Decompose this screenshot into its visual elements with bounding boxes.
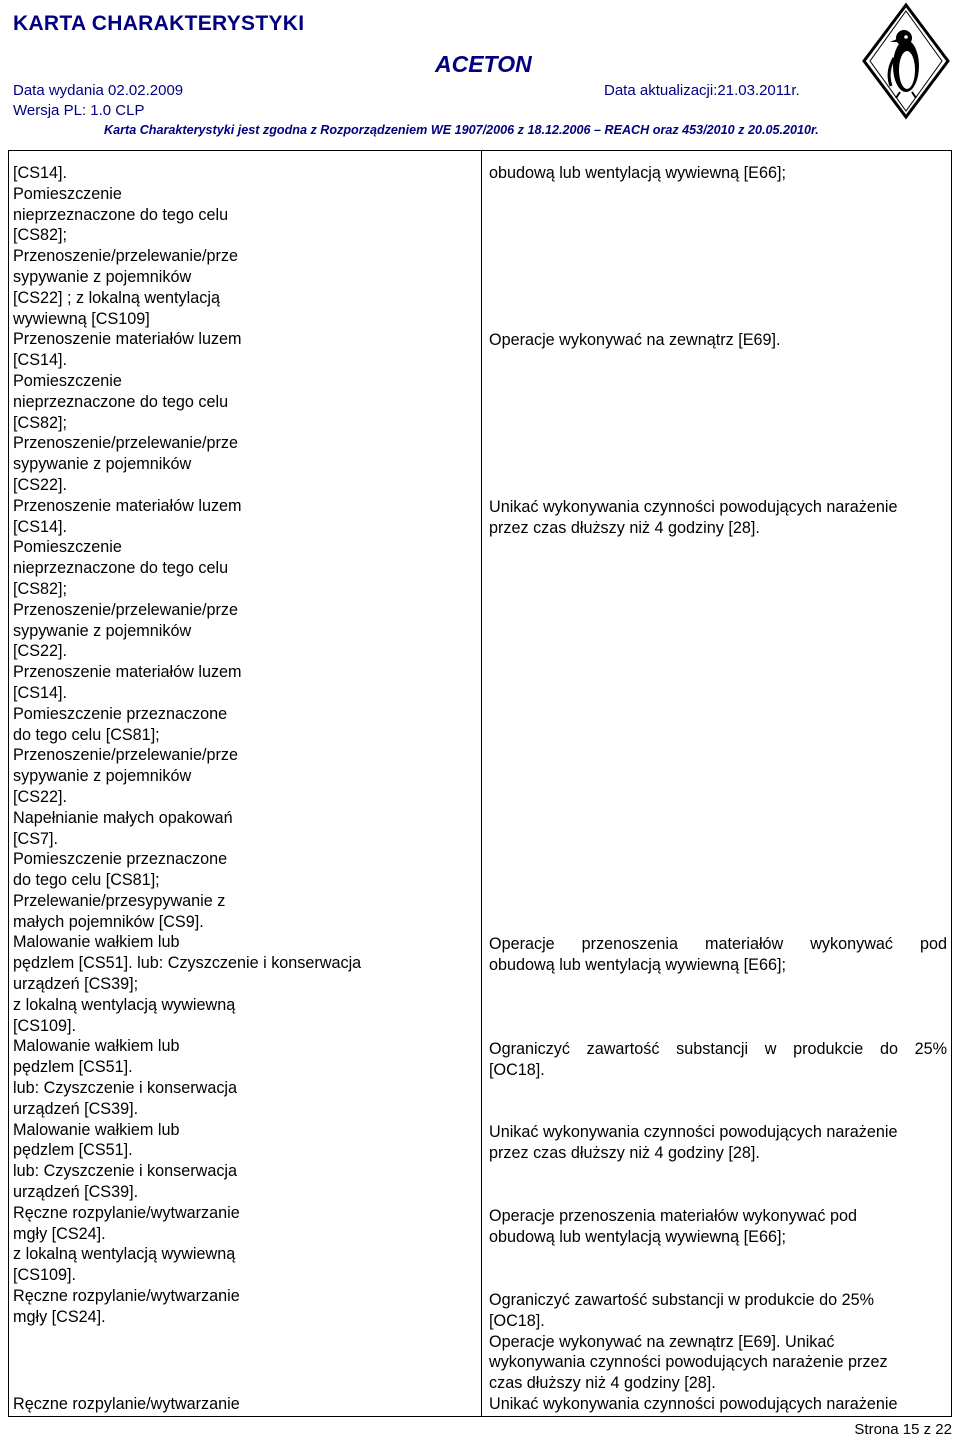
left-cell-text-bottom: Ręczne rozpylanie/wytwarzanie <box>13 1395 240 1413</box>
left-cell-text: [CS14]. Pomieszczenie nieprzeznaczone do tego celu [CS82]; Przenoszenie/przelewanie/prze sypywanie z pojemników [CS22] ; z lokalną wentylacją wywiewną [CS109] Przenoszenie materiałów luzem [CS14]. Pomieszczenie nieprzeznaczone do tego celu [CS82]; Przenoszenie/przelewanie/prze sypywanie z pojemników [CS22]. Przenoszenie materiałów luzem [CS14]. Pomieszczenie nieprzeznaczone do tego celu [CS82]; Przenoszenie/przelewanie/prze sypywanie z pojemników [CS22]. Przenoszenie materiałów luzem [CS14]. Pomieszczenie przeznaczone do tego celu [CS81]; Przenoszenie/przelewanie/prze sypywanie z pojemników [CS22]. Napełnianie małych opakowań [CS7]. Pomieszczenie przeznaczone do tego celu [CS81]; Przelewanie/przesypywanie z małych pojemników [CS9]. Malowanie wałkiem lub pędzlem [CS51]. lub: Czyszczenie i konserwacja urządzeń [CS39]; z lokalną wentylacją wywiewną [CS109]. Malowanie wałkiem lub pędzlem [CS51]. lub: Czyszczenie i konserwacja urządzeń [CS39]. Malowanie wałkiem lub pędzlem [CS51]. lub: Czyszczenie i konserwacja urządzeń [CS39]. Ręczne rozpylanie/wytwarzanie mgły [CS24]. z lokalną wentylacją wywiewną [CS109]. Ręczne rozpylanie/wytwarzanie mgły [CS24]. <box>13 164 362 1326</box>
product-name: ACETON <box>435 51 532 77</box>
penguin-logo-icon <box>860 2 952 125</box>
right-cell-text: Unikać wykonywania czynności powodujących narażenie przez czas dłuższy niż 4 godziny [28]. <box>489 498 898 537</box>
right-cell-text: Operacje przenoszenia materiałów wykonywać pod <box>489 935 947 953</box>
right-cell-text: Ograniczyć zawartość substancji w produkcie do 25% [OC18]. Operacje wykonywać na zewnątrz [E69]. Unikać wykonywania czynności powodujących narażenie przez czas dłuższy niż 4 godziny [28]. Unikać wykonywania czynności powodujących narażenie <box>489 1291 898 1413</box>
table-top-border <box>8 150 952 151</box>
document-title: KARTA CHARAKTERYSTYKI <box>13 12 305 35</box>
table-bottom-border <box>8 1416 952 1417</box>
version-label: Wersja PL: 1.0 CLP <box>13 102 145 119</box>
right-cell-text: Unikać wykonywania czynności powodujących narażenie przez czas dłuższy niż 4 godziny [28]. <box>489 1123 898 1162</box>
right-cell-text: obudową lub wentylacją wywiewną [E66]; <box>489 164 786 182</box>
right-cell-text: obudową lub wentylacją wywiewną [E66]; <box>489 956 786 974</box>
right-cell-text: Operacje przenoszenia materiałów wykonywać pod obudową lub wentylacją wywiewną [E66]; <box>489 1207 857 1246</box>
page-number: Strona 15 z 22 <box>854 1421 952 1438</box>
update-date: Data aktualizacji:21.03.2011r. <box>604 82 800 99</box>
table-middle-border <box>481 150 482 1417</box>
right-cell-text: Ograniczyć zawartość substancji w produkcie do 25% <box>489 1040 947 1058</box>
table-left-border <box>8 150 9 1417</box>
right-cell-text: Operacje wykonywać na zewnątrz [E69]. <box>489 331 781 349</box>
issue-date: Data wydania 02.02.2009 <box>13 82 184 99</box>
right-cell-text: [OC18]. <box>489 1061 545 1079</box>
compliance-note: Karta Charakterystyki jest zgodna z Rozporządzeniem WE 1907/2006 z 18.12.2006 – REACH oraz 453/2010 z 20.05.2010r. <box>104 123 819 137</box>
table-right-border <box>951 150 952 1417</box>
